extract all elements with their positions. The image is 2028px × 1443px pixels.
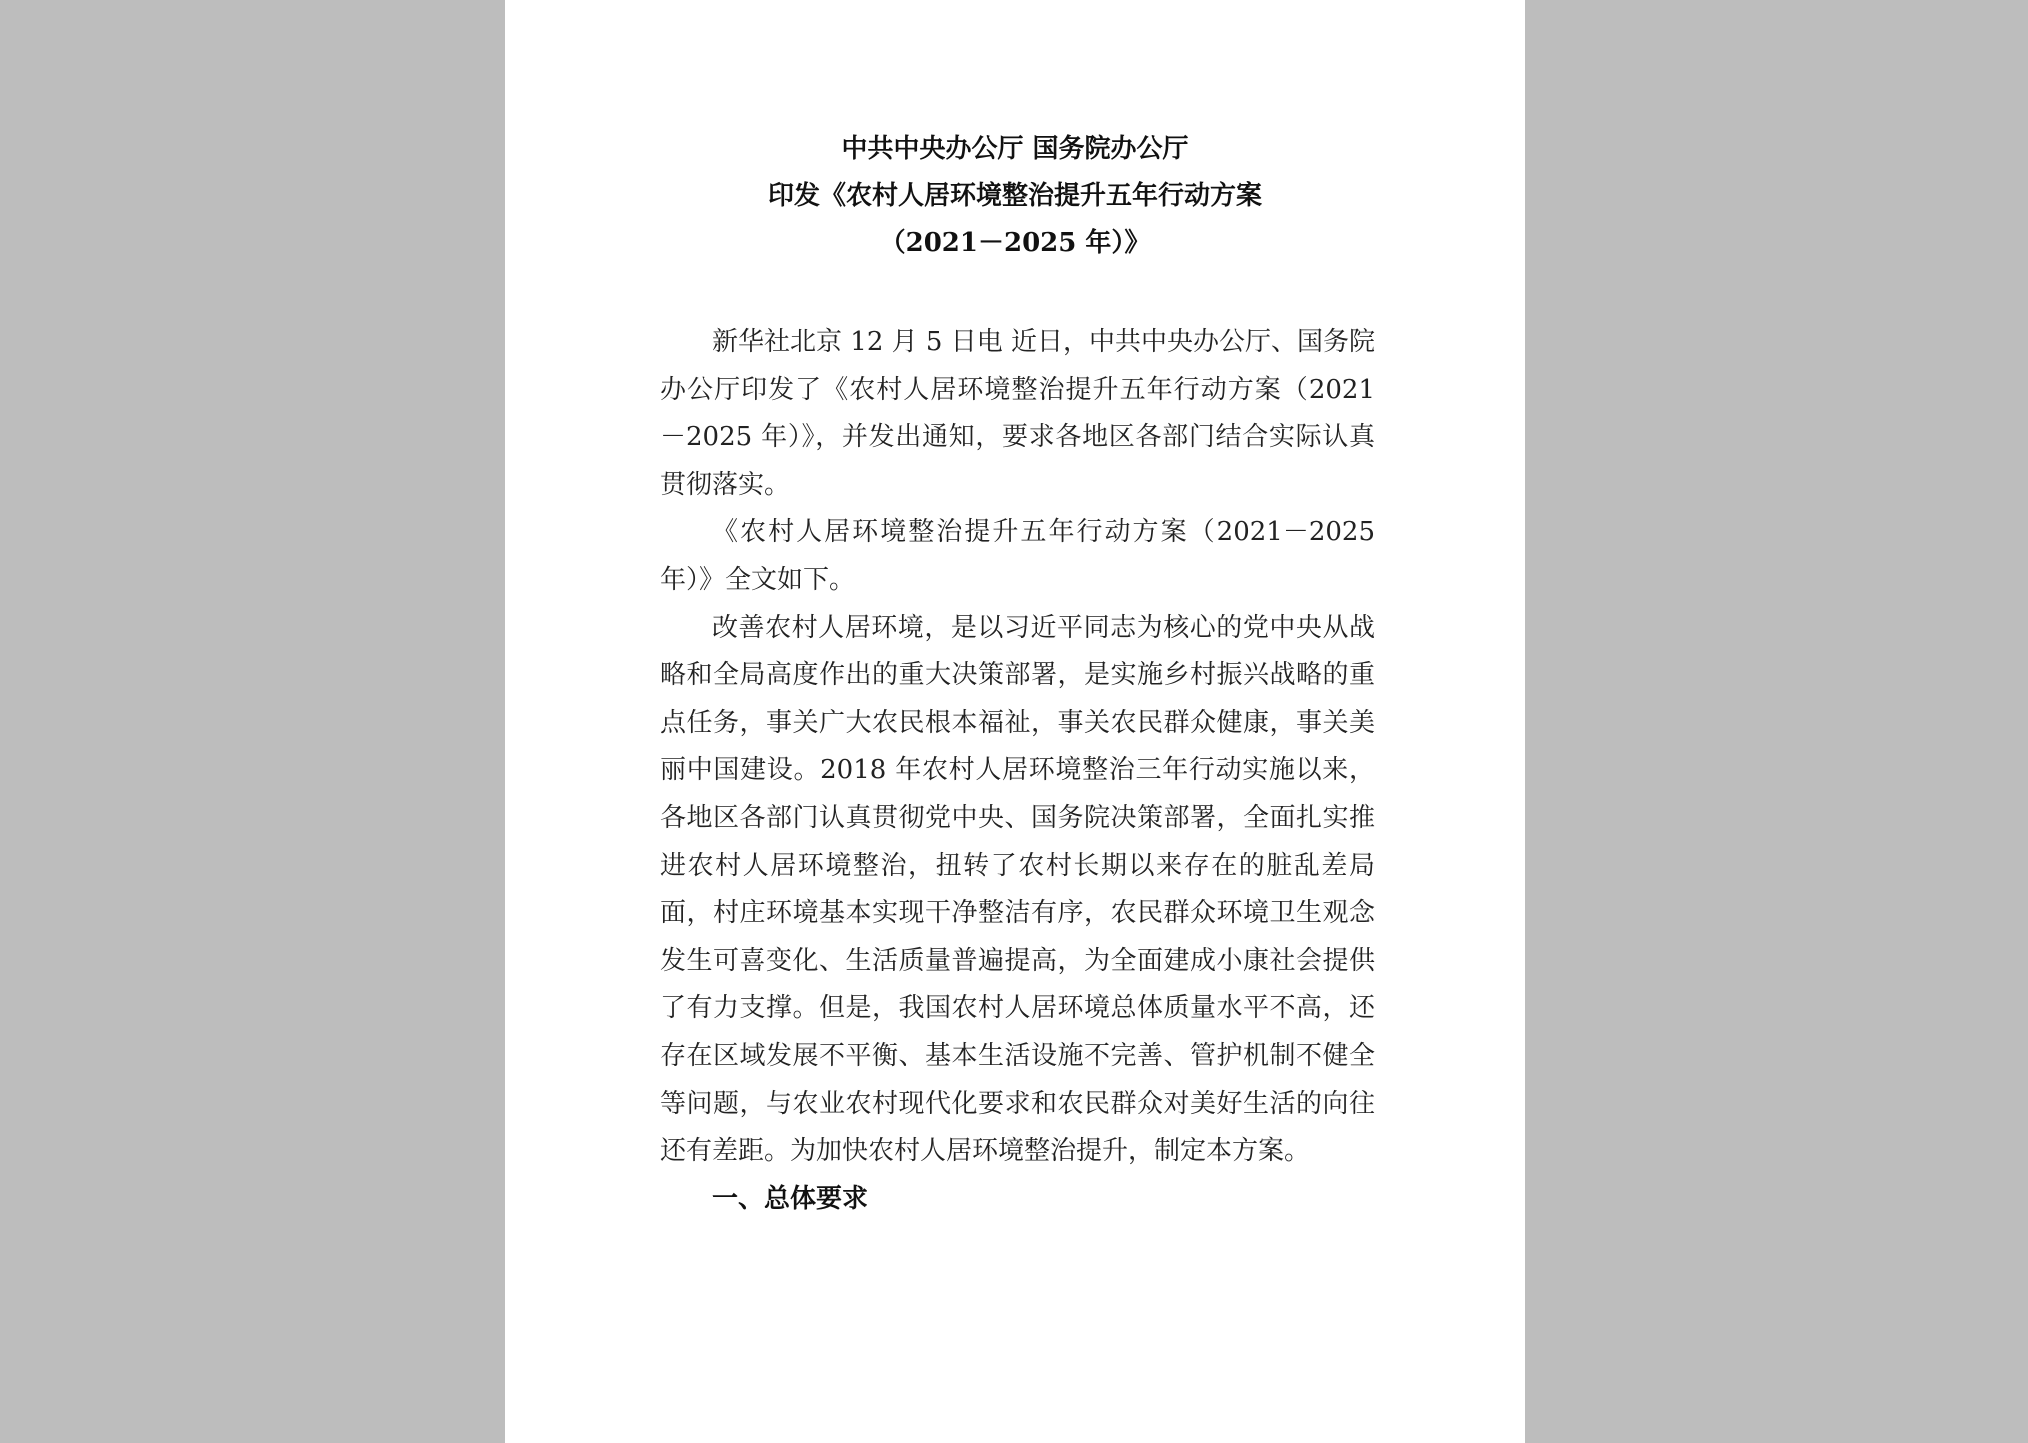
title-line-3: （2021－2025 年）》 (879, 228, 1151, 258)
paragraph-fulltext-intro: 《农村人居环境整治提升五年行动方案（2021－2025 年）》全文如下。 (660, 517, 1375, 595)
paragraph-background: 改善农村人居环境，是以习近平同志为核心的党中央从战略和全局高度作出的重大决策部署，是实施乡村振兴战略的重点任务，事关广大农民根本福祉，事关农民群众健康，事关美丽中国建设。2018 年农村人居环境整治三年行动实施以来，各地区各部门认真贯彻党中央、国务院决策部署，全面扎实推进农村人居环境整治，扭转了农村长期以来存在的脏乱差局面，村庄环境基本实现干净整洁有序，农民群众环境卫生观念发生可喜变化、生活质量普遍提高，为全面建成小康社会提供了有力支撑。但是，我国农村人居环境总体质量水平不高，还存在区域发展不平衡、基本生活设施不完善、管护机制不健全等问题，与农业农村现代化要求和农民群众对美好生活的向往还有差距。为加快农村人居环境整治提升，制定本方案。 (660, 612, 1375, 1167)
title-line-2: 印发《农村人居环境整治提升五年行动方案 (767, 181, 1262, 211)
document-page (505, 0, 1525, 1443)
paragraph-news-lead: 新华社北京 12 月 5 日电 近日，中共中央办公厅、国务院办公厅印发了《农村人居环境整治提升五年行动方案（2021－2025 年）》，并发出通知，要求各地区各部门结合实际认真贯彻落实。 (660, 327, 1375, 500)
document-body (660, 319, 1375, 1223)
section-heading: 一、总体要求 (712, 1183, 869, 1214)
title-line-1: 中共中央办公厅 国务院办公厅 (841, 134, 1189, 164)
document-title (505, 126, 1525, 267)
